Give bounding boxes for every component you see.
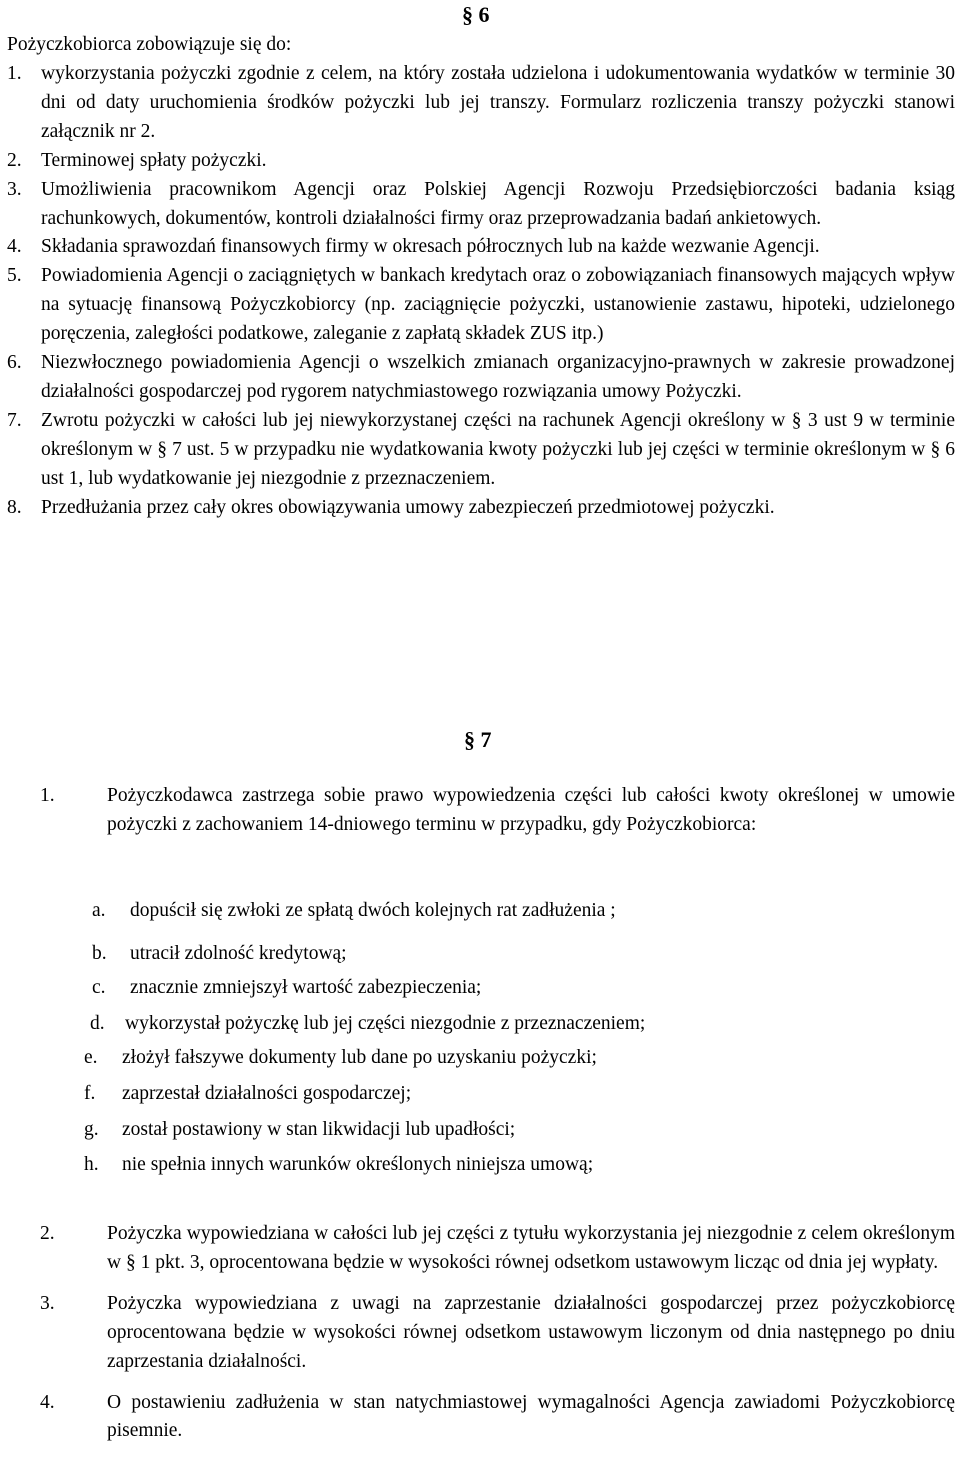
- condition-letter: c.: [92, 977, 106, 998]
- condition-text: wykorzystał pożyczkę lub jej części niezgodnie z przeznaczeniem;: [125, 1013, 646, 1034]
- list-item: [40, 782, 955, 840]
- item-text: Składania sprawozdań finansowych firmy w okresach półrocznych lub na każde wezwanie Agencji.: [41, 236, 820, 258]
- item-number: 2.: [7, 149, 22, 171]
- list-item: [7, 407, 955, 494]
- condition-letter: h.: [84, 1154, 99, 1175]
- list-item: [7, 262, 955, 349]
- list-item: [7, 176, 955, 234]
- condition-letter: d.: [90, 1013, 105, 1034]
- condition-text: dopuścił się zwłoki ze spłatą dwóch kolejnych rat zadłużenia ;: [130, 900, 616, 921]
- item-text: Powiadomienia Agencji o zaciągniętych w bankach kredytach oraz o zobowiązaniach finansowych mających wpływ na sytuację finansową Pożyczkobiorcy (np. zaciągnięcie pożyczki, ustanowienie zastawu, hipoteki, udzielonego poręczenia, zaległości podatkowe, zaleganie z zapłatą składek ZUS itp.): [41, 265, 955, 345]
- item-text: Pożyczka wypowiedziana z uwagi na zaprzestanie działalności gospodarczej przez pożyczkobiorcę oprocentowana będzie w wysokości równej odsetkom ustawowym liczonym od dnia następnego po dniu zaprzestania działalności.: [107, 1292, 955, 1372]
- item-number: 4.: [7, 236, 22, 258]
- condition-text: złożył fałszywe dokumenty lub dane po uzyskaniu pożyczki;: [122, 1047, 597, 1068]
- item-number: 1.: [7, 63, 22, 84]
- item-text: Pożyczka wypowiedziana w całości lub jej części z tytułu wykorzystania jej niezgodnie z celem określonym w § 1 pkt. 3, oprocentowana będzie w wysokości równej odsetkom ustawowym licząc od dnia jej wypłaty.: [107, 1223, 955, 1273]
- list-item: [7, 494, 955, 523]
- condition-letter: e.: [84, 1047, 98, 1068]
- section-7-title: § 7: [464, 727, 492, 752]
- item-number: 1.: [40, 785, 55, 806]
- item-text: O postawieniu zadłużenia w stan natychmiastowej wymagalności Agencja zawiadomi Pożyczkobiorcę pisemnie.: [107, 1391, 955, 1442]
- item-text: Niezwłocznego powiadomienia Agencji o wszelkich zmianach organizacyjno-prawnych w zakresie prowadzonej działalności gospodarczej pod rygorem natychmiastowego rozwiązania umowy Pożyczki.: [41, 352, 955, 402]
- condition-text: utracił zdolność kredytową;: [130, 943, 347, 964]
- item-number: 7.: [7, 409, 22, 431]
- condition-text: zaprzestał działalności gospodarczej;: [122, 1083, 412, 1104]
- section-7-list-first: [40, 782, 955, 840]
- item-number: 5.: [7, 265, 22, 287]
- item-number: 3.: [40, 1292, 55, 1314]
- item-text: Umożliwienia pracownikom Agencji oraz Polskiej Agencji Rozwoju Przedsiębiorczości badania ksiąg rachunkowych, dokumentów, kontroli działalności firmy oraz przeprowadzania badań ankietowych.: [41, 178, 955, 229]
- item-number: 6.: [7, 352, 22, 374]
- section-6-title: § 6: [462, 2, 490, 27]
- section-6-list: [7, 60, 955, 523]
- list-item: [7, 233, 955, 262]
- list-item: [7, 349, 955, 407]
- list-item: [40, 1290, 955, 1377]
- section-7-list-rest: [40, 1220, 955, 1446]
- condition-letter: g.: [84, 1119, 99, 1140]
- condition-letter: a.: [92, 900, 106, 921]
- item-number: 2.: [40, 1223, 55, 1244]
- condition-text: znacznie zmniejszył wartość zabezpieczenia;: [130, 977, 482, 998]
- section-6-intro: Pożyczkobiorca zobowiązuje się do:: [7, 34, 292, 55]
- condition-text: nie spełnia innych warunków określonych niniejsza umową;: [122, 1154, 594, 1175]
- item-text: wykorzystania pożyczki zgodnie z celem, na który została udzielona i udokumentowania wydatków w terminie 30 dni od daty uruchomienia środków pożyczki lub jej transzy. Formularz rozliczenia transzy pożyczki stanowi załącznik nr 2.: [41, 63, 955, 142]
- item-number: 4.: [40, 1391, 55, 1413]
- condition-text: został postawiony w stan likwidacji lub upadłości;: [122, 1119, 516, 1140]
- item-text: Przedłużania przez cały okres obowiązywania umowy zabezpieczeń przedmiotowej pożyczki.: [41, 496, 775, 518]
- condition-letter: f.: [84, 1083, 96, 1104]
- item-number: 8.: [7, 496, 22, 518]
- condition-letter: b.: [92, 943, 107, 964]
- list-item: [7, 60, 955, 147]
- list-item: [40, 1220, 955, 1278]
- list-item: [7, 147, 955, 176]
- list-item: [40, 1389, 955, 1447]
- item-text: Zwrotu pożyczki w całości lub jej niewykorzystanej części na rachunek Agencji określony w § 3 ust 9 w terminie określonym w § 7 ust. 5 w przypadku nie wydatkowania kwoty pożyczki lub jej części w terminie określonym w § 6 ust 1, lub wydatkowanie jej niezgodnie z przeznaczeniem.: [41, 409, 955, 489]
- item-text: Terminowej spłaty pożyczki.: [41, 149, 267, 171]
- item-text: Pożyczkodawca zastrzega sobie prawo wypowiedzenia części lub całości kwoty określonej w umowie pożyczki z zachowaniem 14-dniowego terminu w przypadku, gdy Pożyczkobiorca:: [107, 785, 955, 835]
- item-number: 3.: [7, 178, 22, 200]
